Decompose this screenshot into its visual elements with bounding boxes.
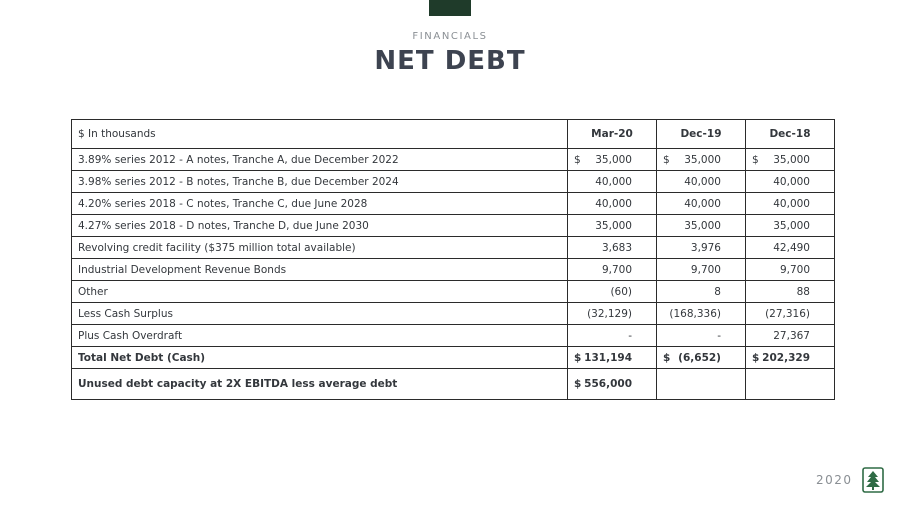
currency-symbol: $ [751,351,760,364]
currency-symbol: $ [574,153,581,166]
cell-value: 131,194 [584,351,632,364]
cell-value: - [628,329,632,342]
cell-value: 35,000 [773,219,810,232]
table-cell [657,193,746,215]
cell-value: 35,000 [595,153,632,166]
cell-value: 40,000 [595,197,632,210]
capacity-row [72,369,835,400]
currency-symbol: $ [663,153,670,166]
table-row [72,193,835,215]
table-cell [568,281,657,303]
table-row [72,237,835,259]
row-label: 4.20% series 2018 - C notes, Tranche C, due June 2028 [72,193,568,215]
cell-value: 35,000 [684,219,721,232]
table-row [72,215,835,237]
table-row [72,281,835,303]
row-label: Less Cash Surplus [72,303,568,325]
table-row [72,259,835,281]
page-title: NET DEBT [374,46,526,76]
cell-value: 40,000 [684,175,721,188]
table-cell [657,303,746,325]
footer-year: 2020 [816,473,853,487]
currency-symbol: $ [574,351,582,364]
table-cell [568,303,657,325]
table-cell [745,193,834,215]
table-cell [745,171,834,193]
net-debt-table [71,119,835,400]
table-cell [745,303,834,325]
currency-symbol: $ [574,378,582,390]
row-label: Unused debt capacity at 2X EBITDA less average debt [72,369,568,400]
table-cell [568,237,657,259]
table-cell [657,149,746,171]
cell-value: 556,000 [584,378,632,390]
table-cell [745,215,834,237]
empty-cell [657,369,746,400]
table-cell [568,193,657,215]
cell-value: 9,700 [779,263,810,276]
table-cell [745,259,834,281]
table-cell [568,215,657,237]
table-cell [657,215,746,237]
table-cell [745,281,834,303]
unit-label: $ In thousands [72,120,568,149]
table-cell [657,347,746,369]
row-label: Plus Cash Overdraft [72,325,568,347]
table-cell [657,325,746,347]
table-cell [657,237,746,259]
cell-value: - [717,329,721,342]
table-cell [745,149,834,171]
cell-value: 9,700 [601,263,632,276]
table-cell [745,237,834,259]
row-label: Total Net Debt (Cash) [72,347,568,369]
top-accent-bar [429,0,471,16]
table-cell [568,347,657,369]
cell-value: 88 [796,285,810,298]
cell-value: 35,000 [684,153,721,166]
cell-value: 202,329 [762,351,810,364]
row-label: Other [72,281,568,303]
column-header: Mar-20 [568,120,657,149]
row-label: 3.98% series 2012 - B notes, Tranche B, due December 2024 [72,171,568,193]
table-cell [568,369,657,400]
cell-value: (27,316) [765,307,810,320]
table-cell [568,259,657,281]
cell-value: (6,652) [678,351,721,364]
cell-value: 8 [714,285,721,298]
cell-value: 35,000 [773,153,810,166]
cell-value: 3,683 [601,241,632,254]
cell-value: (32,129) [587,307,632,320]
table-header-row [72,120,835,149]
empty-cell [745,369,834,400]
table-cell [745,325,834,347]
cell-value: (60) [610,285,632,298]
cell-value: 27,367 [773,329,810,342]
table-cell [657,281,746,303]
cell-value: 40,000 [773,197,810,210]
cell-value: 9,700 [690,263,721,276]
table-cell [568,171,657,193]
row-label: Revolving credit facility ($375 million total available) [72,237,568,259]
row-label: 3.89% series 2012 - A notes, Tranche A, due December 2022 [72,149,568,171]
table-row [72,303,835,325]
tree-logo-icon [862,467,884,493]
table-cell [568,325,657,347]
table-cell [657,259,746,281]
column-header: Dec-18 [745,120,834,149]
cell-value: 40,000 [773,175,810,188]
cell-value: 40,000 [595,175,632,188]
cell-value: 42,490 [773,241,810,254]
currency-symbol: $ [663,351,671,364]
row-label: Industrial Development Revenue Bonds [72,259,568,281]
table-cell [657,171,746,193]
cell-value: 3,976 [690,241,721,254]
table-row [72,325,835,347]
table-cell [568,149,657,171]
cell-value: 40,000 [684,197,721,210]
row-label: 4.27% series 2018 - D notes, Tranche D, due June 2030 [72,215,568,237]
cell-value: 35,000 [595,219,632,232]
section-kicker: FINANCIALS [412,31,488,42]
cell-value: (168,336) [669,307,721,320]
table-cell [745,347,834,369]
table-row [72,171,835,193]
table-row [72,347,835,369]
currency-symbol: $ [751,153,759,166]
column-header: Dec-19 [657,120,746,149]
table-row [72,149,835,171]
